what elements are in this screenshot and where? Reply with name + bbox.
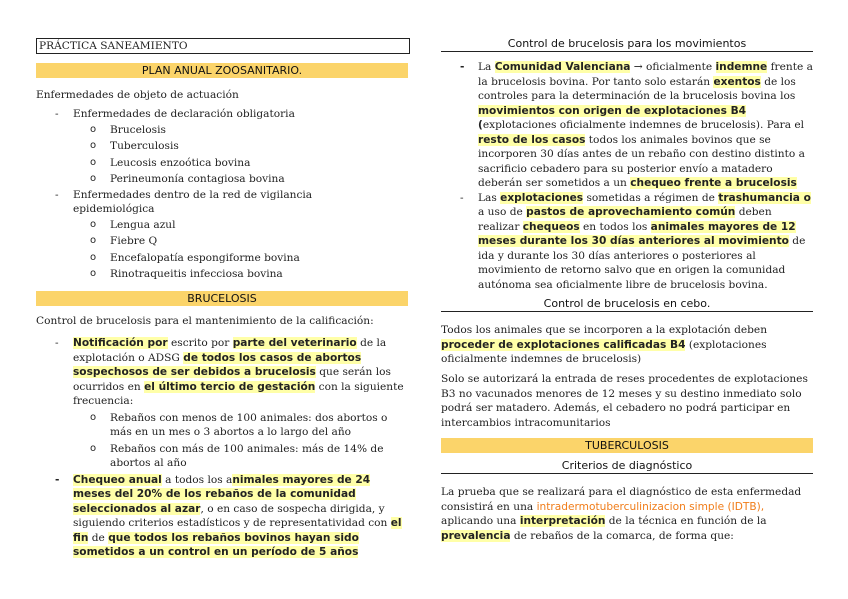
text-run: a todos los a	[161, 473, 233, 486]
group-declaracion-obligatoria	[36, 107, 410, 187]
plan-anual-dot: .	[298, 64, 303, 77]
text-run: explotaciones oficialmente indemnes de brucelosis). Para el	[482, 119, 805, 131]
text-run: → oficialmente	[630, 61, 716, 73]
text-run: de la explotación o ADSG	[73, 337, 387, 364]
text-run: Comunidad Valenciana	[494, 61, 631, 73]
text-run: Todos los animales que se incorporen a la explotación deben	[441, 324, 768, 336]
text-run: La prueba que se realizará para el diagnóstico de esta enfermedad consistirá en una	[441, 486, 802, 513]
text-run: La	[478, 61, 495, 73]
list-item: o Encefalopatía espongiforme bovina	[73, 251, 410, 266]
text-run: interpretación	[519, 515, 606, 527]
text-run: de ida y durante los 30 días anteriores o posteriores al movimiento de retorno salvo que en origen la comunidad autónoma sea oficialmente libre de brucelosis bovina.	[478, 235, 806, 291]
cebo-paragraph-1	[441, 323, 811, 367]
diagnostico-paragraph	[441, 485, 811, 543]
bullet-comunidad-valenciana	[441, 60, 813, 191]
text-run: escrito por	[167, 337, 233, 349]
enfermedades-lists	[36, 107, 410, 282]
control-calificacion-text: Control de brucelosis para el mantenimiento de la calificación:	[36, 315, 374, 327]
text-run: deben realizar	[478, 206, 772, 233]
text-run: aplicando una	[441, 515, 520, 527]
list-item: o Perineumonía contagiosa bovina	[73, 172, 410, 187]
text-run: indemne	[715, 61, 768, 73]
text-run: en todos los	[579, 220, 651, 233]
text-run: de	[88, 531, 109, 544]
list-item: o Tuberculosis	[73, 139, 410, 154]
text-run: chequeos	[522, 220, 580, 233]
text-run: de la técnica en función de la	[605, 515, 767, 527]
text-run: de los controles para la determinación de la brucelosis bovina los	[478, 75, 796, 102]
document-title-box: PRÁCTICA SANEAMIENTO	[36, 38, 410, 54]
text-run: que serán los ocurridos en	[73, 366, 391, 393]
bullet-chequeo-anual	[36, 473, 410, 560]
text-run: nimales mayores de 24 meses del 20% de los rebaños de la comunidad seleccionados al azar	[73, 473, 371, 515]
text-run: movimientos con origen de explotaciones B4	[478, 104, 747, 117]
text-run: proceder de explotaciones calificadas B4	[441, 338, 686, 351]
plan-anual-title: PLAN ANUAL ZOOSANITARIO	[141, 64, 299, 77]
text-run: pastos de aprovechamiento común	[526, 206, 736, 218]
text-run: (	[478, 119, 483, 131]
text-run: el fin	[73, 517, 402, 544]
text-run: Las	[478, 191, 501, 204]
movimientos-bullets	[441, 60, 813, 292]
criterios-heading: Criterios de diagnóstico	[441, 459, 813, 474]
text-run: intradermotuberculinizacion simple (IDTB),	[536, 500, 765, 513]
list-item: o Leucosis enzoótica bovina	[73, 156, 410, 171]
text-run: todos los animales bovinos que se incorporen 30 días antes de un rebaño con destino distinto a sacrificio cebadero para su posterior envío a matadero deberán ser sometidos a un	[478, 133, 805, 189]
cebo-paragraph-2: Solo se autorizará la entrada de reses procedentes de explotaciones B3 no vacunados menores de 12 meses y su destino inmediato solo podrá ser matadero. Además, el cebadero no podrá participar en intercambios intracomunitarios	[441, 373, 808, 429]
movimientos-heading: Control de brucelosis para los movimientos	[441, 37, 813, 52]
bullet-trashumancia	[441, 191, 813, 293]
text-run: chequeo frente a brucelosis	[630, 177, 797, 189]
text-run: el último tercio de gestación	[144, 380, 316, 393]
bullet-notificacion	[36, 336, 410, 471]
group-red-vigilancia	[36, 188, 410, 282]
text-run: de todos los casos de abortos sospechosos de ser debidos a brucelosis	[73, 351, 362, 378]
group2-label: - Enfermedades dentro de la red de vigilancia epidemiológica	[73, 188, 313, 215]
text-run: exentos	[713, 75, 761, 88]
group1-label: Enfermedades de declaración obligatoria	[73, 108, 295, 120]
cebo-heading: Control de brucelosis en cebo.	[441, 297, 813, 312]
list-item: o Lengua azul	[73, 218, 410, 233]
list-item: o Rebaños con menos de 100 animales: dos abortos o más en un mes o 3 abortos a lo largo del año	[73, 411, 410, 440]
text-run: a uso de	[478, 206, 527, 218]
text-run: explotaciones	[500, 191, 584, 204]
text-run: animales mayores de 12 meses durante los 30 días anteriores al movimiento	[478, 220, 796, 247]
enfermedades-objeto-text: Enfermedades de objeto de actuación	[36, 89, 239, 101]
text-run: trashumancia o	[718, 191, 811, 204]
list-item: o Rinotraqueitis infecciosa bovina	[73, 267, 410, 282]
text-run: frente a la brucelosis bovina. Por tanto solo estarán	[478, 61, 813, 88]
brucelosis-banner: BRUCELOSIS	[36, 291, 408, 306]
plan-anual-banner	[36, 63, 408, 78]
tuberculosis-banner: TUBERCULOSIS	[441, 438, 813, 453]
text-run: prevalencia	[441, 529, 511, 542]
text-run: de rebaños de la comarca, de forma que:	[510, 529, 734, 542]
text-run: parte del veterinario	[232, 337, 357, 349]
list-item: o Rebaños con más de 100 animales: más de 14% de abortos al año	[73, 442, 410, 471]
text-run: que todos los rebaños bovinos hayan sido sometidos a un control en un período de 5 años	[73, 531, 359, 558]
list-item: o Fiebre Q	[73, 234, 410, 249]
text-run: resto de los casos	[478, 133, 586, 146]
text-run: con la siguiente frecuencia:	[73, 380, 404, 407]
text-run: Notificación por	[73, 337, 168, 349]
text-run: (explotaciones oficialmente indemnes de brucelosis)	[441, 338, 767, 365]
text-run: , o en caso de sospecha dirigida, y siguiendo criterios estadísticos y de representatividad con	[73, 502, 391, 529]
text-run: Chequeo anual	[73, 473, 162, 486]
brucelosis-bullets	[36, 336, 410, 560]
text-run: sometidas a régimen de	[583, 191, 719, 204]
list-item: o Brucelosis	[73, 123, 410, 138]
